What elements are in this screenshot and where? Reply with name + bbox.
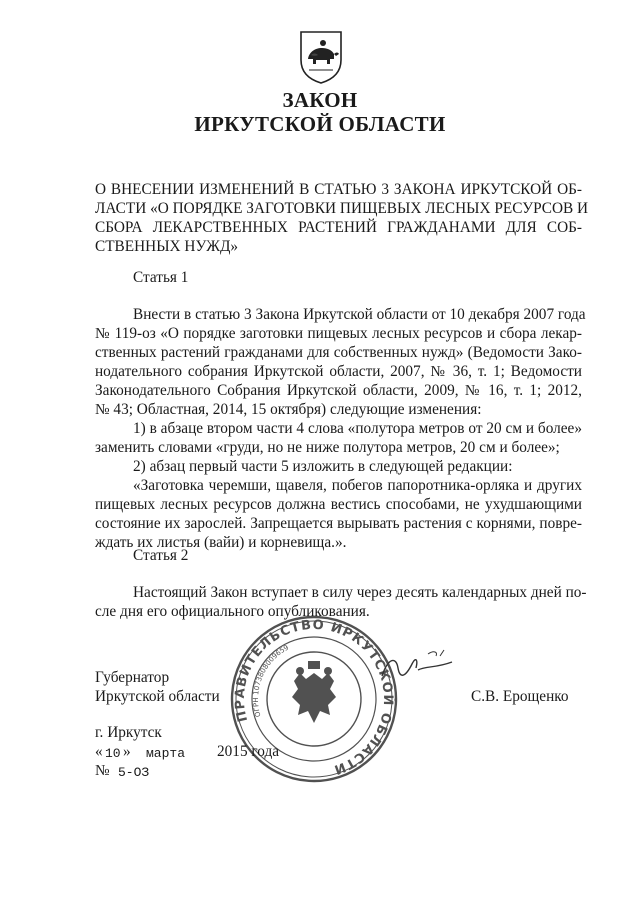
governor-name: С.В. Ерощенко	[471, 688, 569, 705]
coat-of-arms-emblem	[299, 30, 343, 84]
governor-title-line-2: Иркутской области	[95, 688, 220, 705]
law-number: 5-ОЗ	[118, 765, 150, 780]
article-1-line-1: Внести в статью 3 Закона Иркутской области от 10 декабря 2007 года	[133, 306, 586, 323]
article-2-heading: Статья 2	[133, 547, 189, 564]
city: г. Иркутск	[95, 724, 162, 741]
subject-line-4: СТВЕННЫХ НУЖД»	[95, 238, 239, 255]
article-1-line-4: нодательного собрания Иркутской области, 2007, № 36, т. 1; Ведомости	[95, 363, 582, 380]
article-1-line-6: № 43; Областная, 2014, 15 октября) следующие изменения:	[95, 401, 482, 418]
article-1-line-3: ственных растений гражданами для собственных нужд» (Ведомости Зако-	[95, 344, 582, 361]
article-1-line-9: 2) абзац первый части 5 изложить в следующей редакции:	[133, 458, 513, 475]
subject-line-3: СБОРА ЛЕКАРСТВЕННЫХ РАСТЕНИЙ ГРАЖДАНАМИ ДЛЯ СОБ-	[95, 219, 582, 236]
governor-title-line-1: Губернатор	[95, 669, 170, 686]
document-title-line-2: ИРКУТСКОЙ ОБЛАСТИ	[194, 112, 446, 136]
date-year: 2015 года	[217, 743, 280, 760]
article-1-line-11: пищевых лесных ресурсов должна вестись способами, не ухудшающими	[95, 496, 582, 513]
article-1-line-8: заменить словами «груди, но не ниже полутора метров, 20 см и более»;	[95, 439, 560, 456]
subject-line-1: О ВНЕСЕНИИ ИЗМЕНЕНИЙ В СТАТЬЮ 3 ЗАКОНА ИРКУТСКОЙ ОБ-	[95, 181, 582, 198]
eagle-emblem-icon	[292, 661, 336, 723]
article-2-line-2: сле дня его официального опубликования.	[95, 603, 370, 620]
article-1-line-12: состояние их зарослей. Запрещается вырывать растения с корнями, повре-	[95, 515, 582, 532]
article-1-line-13: ждать их листья (вайи) и корневища.».	[95, 534, 347, 551]
date-month: марта	[146, 746, 186, 761]
seal-inner-text: ОГРН 1073808009659	[251, 643, 291, 718]
article-2-line-1: Настоящий Закон вступает в силу через десять календарных дней по-	[133, 584, 587, 601]
document-title-line-1: ЗАКОН	[282, 88, 358, 112]
date-close-quote: »	[123, 743, 131, 760]
date-day: 10	[105, 746, 121, 761]
subject-line-2: ЛАСТИ «О ПОРЯДКЕ ЗАГОТОВКИ ПИЩЕВЫХ ЛЕСНЫХ РЕСУРСОВ И	[95, 200, 589, 217]
article-1-line-10: «Заготовка черемши, щавеля, побегов папоротника-орляка и других	[133, 477, 582, 494]
article-1-line-5: Законодательного Собрания Иркутской области, 2009, № 16, т. 1; 2012,	[95, 382, 582, 399]
article-1-heading: Статья 1	[133, 269, 189, 286]
date-open-quote: «	[95, 743, 103, 760]
article-1-line-7: 1) в абзаце втором части 4 слова «полутора метров от 20 см и более»	[133, 420, 582, 437]
article-1-line-2: № 119-оз «О порядке заготовки пищевых лесных ресурсов и сбора лекар-	[95, 325, 582, 342]
seal-outer-text: ПРАВИТЕЛЬСТВО ИРКУТСКОЙ ОБЛАСТИ	[232, 617, 396, 778]
handwritten-signature	[378, 646, 456, 692]
number-sign: №	[95, 762, 110, 779]
